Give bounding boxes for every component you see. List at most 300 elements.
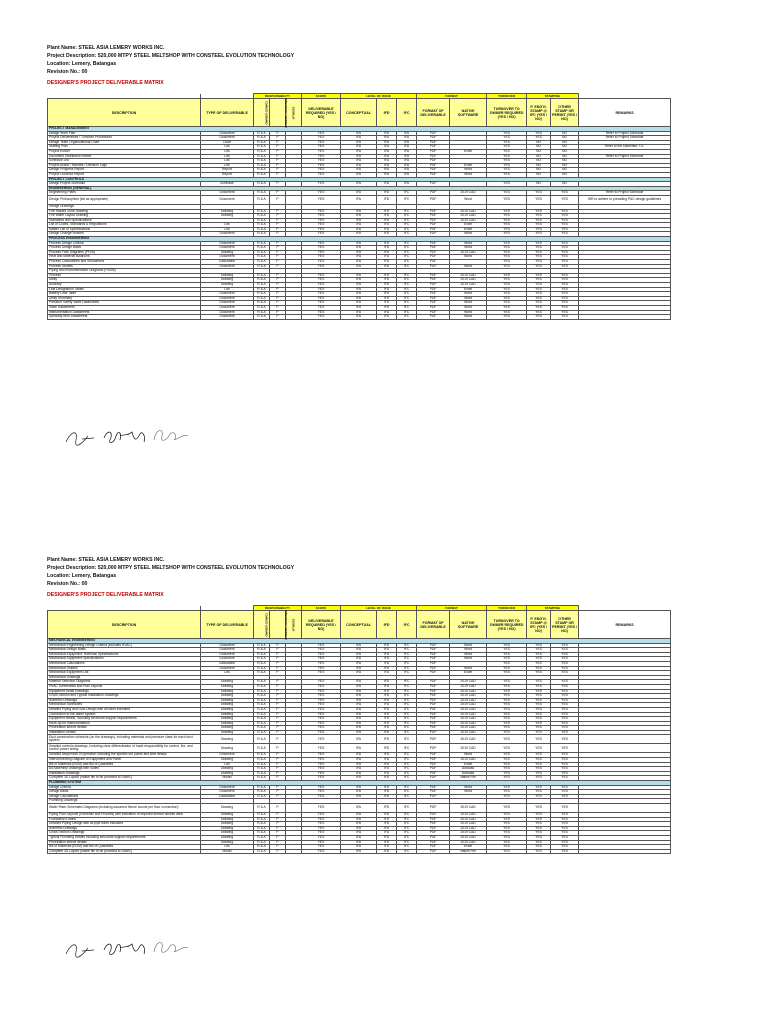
group-responsibility: RESPONSIBILITY: [254, 606, 302, 611]
cell-type: Drawing: [201, 680, 254, 685]
cell-designer: P: [270, 301, 286, 306]
cell-deliverable-required: YES: [302, 680, 341, 685]
cell-ifd: IFD: [377, 652, 397, 657]
col-ifc: IFC: [397, 99, 417, 127]
cell-ifc: IFC: [397, 840, 417, 845]
cell-owner: R & A: [254, 292, 270, 297]
cell-p-engg-stamp: YES: [527, 310, 551, 315]
table-row: [48, 315, 671, 320]
group-responsibility: RESPONSIBILITY: [254, 94, 302, 99]
cell-description: Installation Drawings: [48, 771, 201, 776]
cell-format: PDF: [417, 232, 450, 237]
cell-conceptual: IFA: [341, 835, 377, 840]
cell-format: PDF: [417, 296, 450, 301]
cell-format: PDF: [417, 712, 450, 717]
cell-other-stamp: YES: [551, 283, 579, 288]
cell-owner: R & A: [254, 758, 270, 763]
cell-format: PDF: [417, 785, 450, 790]
cell-description: Process Design Basis: [48, 246, 201, 251]
col-other-stamp: OTHER STAMP OR PERMIT (YES / NO): [551, 611, 579, 639]
signatures: [62, 424, 202, 448]
cell-turnover: YES: [487, 698, 527, 703]
cell-designer: P: [270, 785, 286, 790]
cell-type: Document: [201, 296, 254, 301]
cell-other-stamp: YES: [551, 250, 579, 255]
cell-conceptual: IFA: [341, 140, 377, 145]
cell-p-engg-stamp: NO: [527, 168, 551, 173]
document-header: [47, 44, 294, 87]
cell-format: PDF: [417, 292, 450, 297]
cell-description: Fire Hazard Zone Drawing: [48, 209, 201, 214]
cell-format: PDF: [417, 790, 450, 795]
cell-other-stamp: YES: [551, 849, 579, 854]
cell-owner: R & A: [254, 762, 270, 767]
cell-ifc: IFC: [397, 744, 417, 753]
cell-conceptual: IFA: [341, 260, 377, 265]
cell-owner: R & A: [254, 771, 270, 776]
cell-turnover: YES: [487, 145, 527, 150]
cell-ifc: IFC: [397, 771, 417, 776]
cell-description: Equipment Detail Drawings: [48, 689, 201, 694]
cell-native-software: Word: [450, 255, 487, 260]
cell-remarks: [579, 315, 671, 320]
cell-designer: P: [270, 767, 286, 772]
cell-format: PDF: [417, 753, 450, 758]
cell-owner: R & A: [254, 684, 270, 689]
cell-other-stamp: NO: [551, 149, 579, 154]
cell-description: Duct construction schedule (on the drawings), including materials and pressure class for each duct system: [48, 735, 201, 744]
cell-turnover: YES: [487, 840, 527, 845]
cell-designer: P: [270, 703, 286, 708]
cell-type: List: [201, 163, 254, 168]
section-title: PLUMBING SYSTEM: [48, 781, 671, 786]
cell-deliverable-required: YES: [302, 835, 341, 840]
cell-other-stamp: YES: [551, 191, 579, 196]
col-ifc: IFC: [397, 611, 417, 639]
cell-native-software: Word: [450, 790, 487, 795]
cell-format: PDF: [417, 214, 450, 219]
cell-description: Penetration sleeve details: [48, 840, 201, 845]
cell-other-stamp: YES: [551, 657, 579, 662]
cell-ifc: IFC: [397, 717, 417, 722]
cell-conceptual: IFA: [341, 776, 377, 781]
cell-p-engg-stamp: YES: [527, 296, 551, 301]
cell-description: Mechanical Design Basis: [48, 648, 201, 653]
cell-others: [286, 744, 302, 753]
cell-deliverable-required: YES: [302, 140, 341, 145]
cell-other-stamp: YES: [551, 671, 579, 676]
cell-turnover: YES: [487, 721, 527, 726]
cell-description: Project Roster: [48, 149, 201, 154]
cell-type: Drawing: [201, 273, 254, 278]
cell-turnover: YES: [487, 218, 527, 223]
cell-other-stamp: NO: [551, 168, 579, 173]
col-native-software: NATIVE SOFTWARE: [450, 611, 487, 639]
cell-deliverable-required: YES: [302, 310, 341, 315]
cell-designer: P: [270, 790, 286, 795]
group-scope: SCOPE: [302, 94, 341, 99]
cell-ifc: IFC: [397, 232, 417, 237]
cell-description: Piping and Instrumentation Diagrams (P&IDs): [48, 269, 201, 274]
cell-format: PDF: [417, 287, 450, 292]
cell-deliverable-required: YES: [302, 767, 341, 772]
cell-remarks: Refer to Project Schedule: [579, 131, 671, 136]
cell-ifd: IFD: [377, 643, 397, 648]
cell-conceptual: IFA: [341, 264, 377, 269]
cell-other-stamp: YES: [551, 817, 579, 822]
cell-ifd: IFD: [377, 767, 397, 772]
cell-other-stamp: YES: [551, 845, 579, 850]
cell-type: Document: [201, 255, 254, 260]
cell-ifc: IFC: [397, 310, 417, 315]
cell-conceptual: IFA: [341, 813, 377, 818]
cell-description: Detailed Piping Design with all pipe sizes indicated: [48, 822, 201, 827]
cell-ifc: IFC: [397, 214, 417, 219]
cell-native-software: Word: [450, 652, 487, 657]
cell-designer: P: [270, 689, 286, 694]
cell-format: PDF: [417, 835, 450, 840]
cell-deliverable-required: YES: [302, 315, 341, 320]
cell-description: Interconnecting Diagram of Equipment and Panel: [48, 758, 201, 763]
cell-other-stamp: NO: [551, 159, 579, 164]
cell-p-engg-stamp: YES: [527, 657, 551, 662]
cell-turnover: YES: [487, 648, 527, 653]
cell-p-engg-stamp: YES: [527, 218, 551, 223]
cell-type: Drawing: [201, 698, 254, 703]
cell-turnover: YES: [487, 831, 527, 836]
cell-description: Auxiliary: [48, 283, 201, 288]
cell-format: PDF: [417, 666, 450, 671]
cell-owner: R & A: [254, 223, 270, 228]
cell-ifd: IFD: [377, 680, 397, 685]
cell-ifd: IFA: [377, 136, 397, 141]
cell-owner: R & A: [254, 703, 270, 708]
cell-deliverable-required: YES: [302, 712, 341, 717]
cell-ifd: IFD: [377, 209, 397, 214]
cell-owner: R & A: [254, 273, 270, 278]
cell-type: Document: [201, 292, 254, 297]
cell-other-stamp: NO: [551, 163, 579, 168]
cell-conceptual: IFA: [341, 735, 377, 744]
cell-turnover: YES: [487, 717, 527, 722]
cell-other-stamp: YES: [551, 753, 579, 758]
cell-turnover: YES: [487, 136, 527, 141]
cell-others: [286, 849, 302, 854]
cell-turnover: YES: [487, 246, 527, 251]
cell-owner: R & A: [254, 730, 270, 735]
cell-ifd: IFA: [377, 145, 397, 150]
cell-ifc: IFA: [397, 154, 417, 159]
cell-conceptual: IFA: [341, 712, 377, 717]
cell-ifc: IFC: [397, 292, 417, 297]
cell-owner: R & A: [254, 136, 270, 141]
cell-conceptual: IFA: [341, 182, 377, 187]
cell-format: PDF: [417, 283, 450, 288]
cell-other-stamp: YES: [551, 689, 579, 694]
cell-ifc: IFC: [397, 835, 417, 840]
cell-ifc: IFC: [397, 273, 417, 278]
cell-conceptual: IFA: [341, 232, 377, 237]
cell-conceptual: IFA: [341, 214, 377, 219]
cell-native-software: Word: [450, 753, 487, 758]
cell-designer: P: [270, 661, 286, 666]
cell-native-software: Word: [450, 301, 487, 306]
cell-conceptual: IFA: [341, 168, 377, 173]
cell-owner: R & A: [254, 296, 270, 301]
cell-other-stamp: YES: [551, 767, 579, 772]
cell-ifc: IFC: [397, 227, 417, 232]
cell-description: List of Codes, Standards & Regulations: [48, 223, 201, 228]
cell-other-stamp: YES: [551, 264, 579, 269]
cell-other-stamp: YES: [551, 315, 579, 320]
cell-conceptual: IFA: [341, 694, 377, 699]
cell-description: Process Calculations and Simulations: [48, 260, 201, 265]
cell-type: Drawing: [201, 744, 254, 753]
table-row: [48, 735, 671, 744]
cell-type: Document: [201, 232, 254, 237]
cell-description: Staffing Plan: [48, 145, 201, 150]
cell-others: [286, 195, 302, 204]
cell-other-stamp: YES: [551, 223, 579, 228]
col-remarks: REMARKS: [579, 99, 671, 127]
cell-turnover: YES: [487, 652, 527, 657]
cell-ifc: IFC: [397, 703, 417, 708]
cell-turnover: YES: [487, 163, 527, 168]
cell-description: Isometric Drawings: [48, 698, 201, 703]
cell-description: Design Drawings: [48, 204, 201, 209]
cell-format: PDF: [417, 241, 450, 246]
cell-designer: P: [270, 735, 286, 744]
cell-other-stamp: YES: [551, 804, 579, 813]
col-format-of-deliverable: FORMAT OF DELIVERABLE: [417, 99, 450, 127]
cell-deliverable-required: YES: [302, 666, 341, 671]
cell-turnover: YES: [487, 790, 527, 795]
cell-deliverable-required: YES: [302, 273, 341, 278]
cell-p-engg-stamp: YES: [527, 136, 551, 141]
cell-native-software: 2019 CAD: [450, 694, 487, 699]
cell-description: Mechanical Schedules: [48, 703, 201, 708]
cell-ifd: IFD: [377, 214, 397, 219]
cell-native-software: 2019 CAD: [450, 273, 487, 278]
cell-native-software: 2019 CAD: [450, 717, 487, 722]
cell-format: PDF: [417, 227, 450, 232]
cell-other-stamp: YES: [551, 232, 579, 237]
cell-ifd: IFD: [377, 241, 397, 246]
cell-p-engg-stamp: YES: [527, 804, 551, 813]
cell-description: Mechanical Equipment List: [48, 671, 201, 676]
cell-deliverable-required: YES: [302, 721, 341, 726]
cell-p-engg-stamp: YES: [527, 762, 551, 767]
cell-p-engg-stamp: NO: [527, 172, 551, 177]
cell-owner: R & A: [254, 831, 270, 836]
cell-designer: P: [270, 794, 286, 799]
cell-description: Isometric Drawings: [48, 826, 201, 831]
cell-conceptual: IFA: [341, 191, 377, 196]
cell-deliverable-required: YES: [302, 703, 341, 708]
cell-designer: P: [270, 296, 286, 301]
cell-other-stamp: YES: [551, 310, 579, 315]
cell-description: Mechanical Studies: [48, 666, 201, 671]
cell-deliverable-required: YES: [302, 753, 341, 758]
cell-other-stamp: YES: [551, 794, 579, 799]
cell-format: PDF: [417, 168, 450, 173]
cell-turnover: YES: [487, 278, 527, 283]
cell-conceptual: IFA: [341, 159, 377, 164]
cell-deliverable-required: YES: [302, 305, 341, 310]
cell-format: PDF: [417, 159, 450, 164]
group-format: FORMAT: [417, 94, 487, 99]
cell-conceptual: IFA: [341, 840, 377, 845]
cell-turnover: YES: [487, 753, 527, 758]
cell-other-stamp: YES: [551, 840, 579, 845]
cell-designer: P: [270, 845, 286, 850]
cell-description: Heat and Material Balances: [48, 255, 201, 260]
cell-description: Master List of Specifications: [48, 227, 201, 232]
cell-native-software: Word: [450, 648, 487, 653]
cell-designer: P: [270, 822, 286, 827]
cell-ifd: IFA: [377, 182, 397, 187]
cell-description: Equipment details, including structural support requirements: [48, 717, 201, 722]
cell-native-software: Word: [450, 264, 487, 269]
cell-turnover: YES: [487, 804, 527, 813]
table-row: [48, 195, 671, 204]
cell-ifd: IFD: [377, 310, 397, 315]
cell-other-stamp: YES: [551, 822, 579, 827]
cell-deliverable-required: YES: [302, 730, 341, 735]
cell-p-engg-stamp: YES: [527, 703, 551, 708]
cell-type: List: [201, 145, 254, 150]
cell-description: Typical Plumbing Details including structural support requirements: [48, 835, 201, 840]
cell-ifc: IFC: [397, 735, 417, 744]
cell-designer: P: [270, 771, 286, 776]
cell-remarks: [579, 744, 671, 753]
cell-other-stamp: YES: [551, 305, 579, 310]
cell-format: PDF: [417, 680, 450, 685]
cell-native-software: Excel: [450, 845, 487, 850]
cell-deliverable-required: YES: [302, 145, 341, 150]
cell-description: Installation Details: [48, 730, 201, 735]
col-type: TYPE OF DELIVERABLE: [201, 611, 254, 639]
cell-conceptual: IFA: [341, 730, 377, 735]
cell-type: Drawing: [201, 758, 254, 763]
cell-ifd: IFA: [377, 154, 397, 159]
cell-ifc: IFA: [397, 149, 417, 154]
cell-description: Mechanical Engineering Design Criteria (includes HVAC): [48, 643, 201, 648]
cell-type: Drawing: [201, 840, 254, 845]
matrix-title: DESIGNER'S PROJECT DELIVERABLE MATRIX: [47, 592, 164, 598]
cell-ifd: IFD: [377, 273, 397, 278]
cell-turnover: YES: [487, 707, 527, 712]
col-remarks: REMARKS: [579, 611, 671, 639]
cell-ifd: IFD: [377, 817, 397, 822]
cell-p-engg-stamp: YES: [527, 287, 551, 292]
cell-deliverable-required: YES: [302, 785, 341, 790]
cell-p-engg-stamp: YES: [527, 684, 551, 689]
cell-turnover: YES: [487, 283, 527, 288]
cell-ifc: IFC: [397, 762, 417, 767]
cell-ifc: IFC: [397, 666, 417, 671]
cell-deliverable-required: YES: [302, 643, 341, 648]
cell-ifc: IFC: [397, 246, 417, 251]
cell-designer: P: [270, 804, 286, 813]
cell-native-software: Word: [450, 657, 487, 662]
cell-description: Document Distribution Matrix: [48, 154, 201, 159]
cell-ifc: IFC: [397, 191, 417, 196]
cell-format: PDF: [417, 703, 450, 708]
cell-ifd: IFD: [377, 657, 397, 662]
cell-ifd: IFD: [377, 776, 397, 781]
cell-ifd: IFD: [377, 849, 397, 854]
cell-type: Document: [201, 136, 254, 141]
cell-deliverable-required: YES: [302, 136, 341, 141]
cell-owner: R & A: [254, 195, 270, 204]
cell-p-engg-stamp: YES: [527, 131, 551, 136]
group-level-of-issue: LEVEL OF ISSUE: [341, 94, 417, 99]
cell-native-software: Native File: [450, 776, 487, 781]
cell-owner: R & A: [254, 131, 270, 136]
cell-ifd: IFD: [377, 666, 397, 671]
cell-other-stamp: YES: [551, 296, 579, 301]
cell-p-engg-stamp: YES: [527, 707, 551, 712]
cell-other-stamp: YES: [551, 790, 579, 795]
cell-owner: R & A: [254, 657, 270, 662]
cell-turnover: YES: [487, 794, 527, 799]
cell-description: Cross Section Drawings: [48, 831, 201, 836]
cell-format: PDF: [417, 301, 450, 306]
cell-deliverable-required: YES: [302, 287, 341, 292]
cell-conceptual: IFA: [341, 292, 377, 297]
cell-ifd: IFD: [377, 684, 397, 689]
cell-native-software: 2019 CAD: [450, 817, 487, 822]
cell-native-software: 2019 CAD: [450, 831, 487, 836]
cell-turnover: YES: [487, 689, 527, 694]
cell-native-software: 2019 CAD: [450, 813, 487, 818]
cell-turnover: YES: [487, 771, 527, 776]
col-description: DESCRIPTION: [48, 611, 201, 639]
cell-remarks: WR to adhere to prevailing P&C design guidelines: [579, 195, 671, 204]
cell-other-stamp: YES: [551, 287, 579, 292]
cell-description: Process: [48, 273, 201, 278]
cell-owner: R & A: [254, 712, 270, 717]
cell-deliverable-required: YES: [302, 191, 341, 196]
cell-p-engg-stamp: YES: [527, 835, 551, 840]
cell-ifc: IFC: [397, 813, 417, 818]
cell-conceptual: IFA: [341, 131, 377, 136]
cell-designer: P: [270, 707, 286, 712]
cell-turnover: YES: [487, 182, 527, 187]
cell-ifc: IFA: [397, 159, 417, 164]
cell-p-engg-stamp: YES: [527, 305, 551, 310]
cell-designer: P: [270, 209, 286, 214]
cell-owner: R & A: [254, 182, 270, 187]
cell-ifd: IFD: [377, 305, 397, 310]
cell-ifd: IFD: [377, 831, 397, 836]
cell-other-stamp: NO: [551, 172, 579, 177]
cell-turnover: YES: [487, 209, 527, 214]
col-p-engg-stamp: P. ENG'G. STAMP @ IFC (YES / NO): [527, 611, 551, 639]
cell-deliverable-required: YES: [302, 822, 341, 827]
cell-ifc: IFC: [397, 698, 417, 703]
revision-number: Revision No.: 00: [47, 69, 88, 75]
cell-deliverable-required: YES: [302, 246, 341, 251]
plant-name: Plant Name: STEEL ASIA LEMERY WORKS INC.: [47, 45, 165, 51]
cell-ifc: IFC: [397, 223, 417, 228]
cell-turnover: YES: [487, 241, 527, 246]
cell-designer: P: [270, 131, 286, 136]
cell-description: Design Project Schedule: [48, 182, 201, 187]
cell-turnover: YES: [487, 195, 527, 204]
cell-ifc: IFC: [397, 283, 417, 288]
